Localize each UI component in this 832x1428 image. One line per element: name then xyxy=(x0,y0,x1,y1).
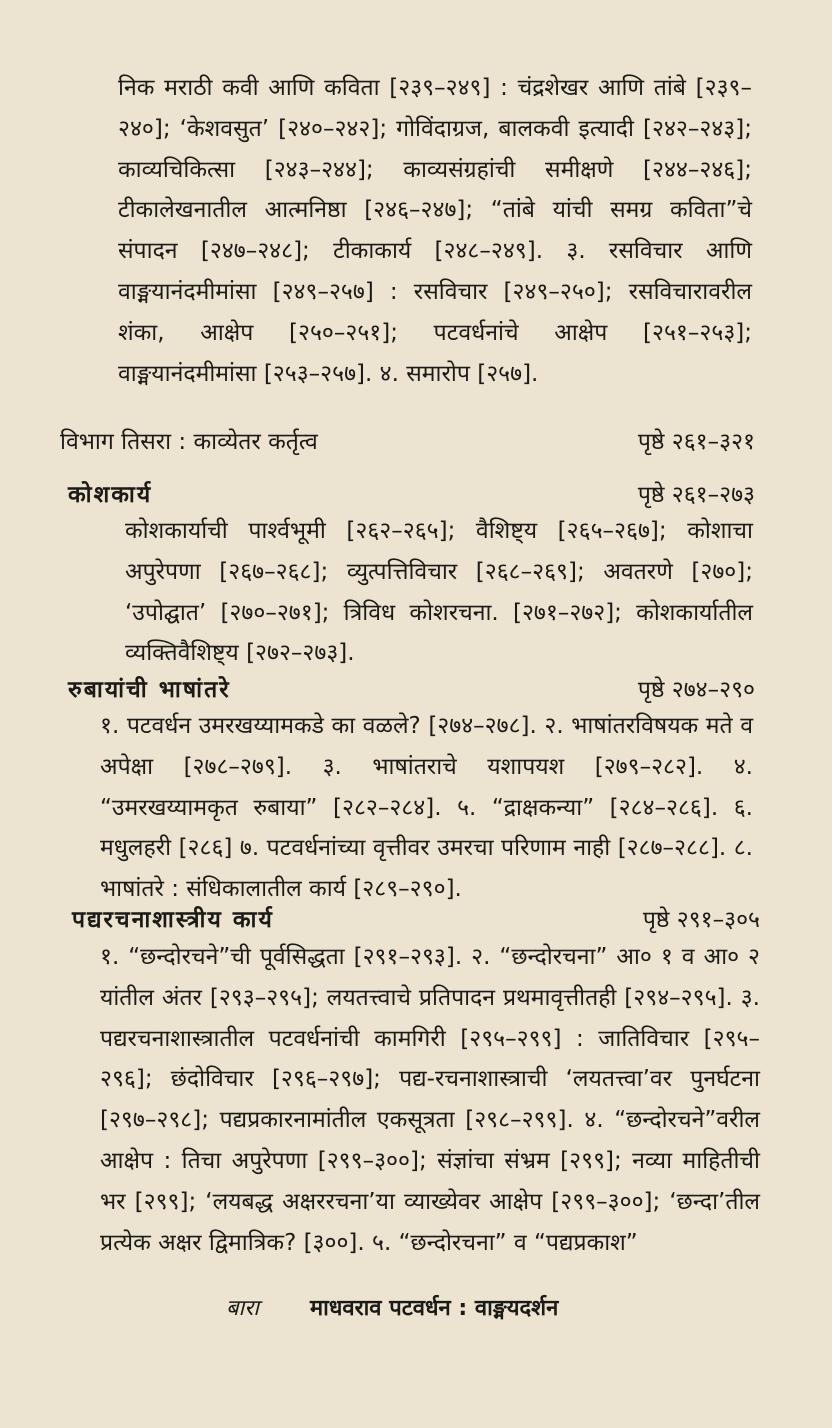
footer-page-number: बारा xyxy=(226,1296,259,1321)
section-pages-koshkarya: पृष्ठे २६१–२७३ xyxy=(637,482,755,508)
section-heading-koshkarya: कोशकार्य xyxy=(68,482,153,508)
section-body-rubaya: १. पटवर्धन उमरखय्यामकडे का वळले? [२७४–२७८]. २. भाषांतरविषयक मते व अपेक्षा [२७८–२७९]. ३. भाषांतराचे यशापयश [२७९–२८२]. ४. “उमरखय्यामकृत रुबाया” [२८२–२८४]. ५. “द्राक्षकन्या” [२८४–२८६]. ६. मधुलहरी [२८६] ७. पटवर्धनांच्या वृत्तीवर उमरचा परिणाम नाही [२८७–२८८]. ८. भाषांतरे : संधिकालातील कार्य [२८९–२९०]. xyxy=(100,713,753,903)
footer-book-title: माधवराव पटवर्धन : वाङ्मयदर्शन xyxy=(310,1296,559,1321)
section-heading-rubaya: रुबायांची भाषांतरे xyxy=(68,677,231,703)
section-pages-rubaya: पृष्ठे २७४–२९० xyxy=(637,677,755,703)
part-pages: पृष्ठे २६१–३२१ xyxy=(637,429,755,455)
section-heading-padyarachana: पद्यरचनाशास्त्रीय कार्य xyxy=(72,907,274,933)
intro-paragraph: निक मराठी कवी आणि कविता [२३९–२४९] : चंद्रशेखर आणि तांबे [२३९–२४०]; ‘केशवसुत’ [२४०–२४२]; गोविंदाग्रज, बालकवी इत्यादी [२४२–२४३]; काव्यचिकित्सा [२४३–२४४]; काव्यसंग्रहांची समीक्षणे [२४४–२४६]; टीकालेखनातील आत्मनिष्ठा [२४६–२४७]; “तांबे यांची समग्र कविता”चे संपादन [२४७–२४८]; टीकाकार्य [२४८–२४९]. ३. रसविचार आणि वाङ्मयानंदमीमांसा [२४९–२५७] : रसविचार [२४९–२५०]; रसविचारावरील शंका, आक्षेप [२५०–२५१]; पटवर्धनांचे आक्षेप [२५१–२५३]; वाङ्मयानंदमीमांसा [२५३–२५७]. ४. समारोप [२५७]. xyxy=(118,75,752,387)
part-title: विभाग तिसरा : काव्येतर कर्तृत्व xyxy=(60,429,318,455)
section-body-padyarachana: १. “छन्दोरचने”ची पूर्वसिद्धता [२९१–२९३]. २. “छन्दोरचना” आ० १ व आ० २ यांतील अंतर [२९३–२९५]; लयतत्त्वाचे प्रतिपादन प्रथमावृत्तीतही [२९४–२९५]. ३. पद्यरचनाशास्त्रातील पटवर्धनांची कामगिरी [२९५–२९९] : जातिविचार [२९५–२९६]; छंदोविचार [२९६–२९७]; पद्य-रचनाशास्त्राची ‘लयतत्त्वा’वर पुनर्घटना [२९७–२९८]; पद्यप्रकारनामांतील एकसूत्रता [२९८–२९९]. ४. “छन्दोरचने”वरील आक्षेप : तिचा अपुरेपणा [२९९–३००]; संज्ञांचा संभ्रम [२९९]; नव्या माहितीची भर [२९९]; ‘लयबद्ध अक्षररचना’या व्याख्येवर आक्षेप [२९९–३००]; ‘छन्दा’तील प्रत्येक अक्षर द्विमात्रिक? [३००]. ५. “छन्दोरचना” व “पद्यप्रकाश” xyxy=(100,944,760,1256)
section-pages-padyarachana: पृष्ठे २९१–३०५ xyxy=(642,907,760,933)
section-body-koshkarya: कोशकार्याची पार्श्वभूमी [२६२–२६५]; वैशिष्ट्य [२६५–२६७]; कोशाचा अपुरेपणा [२६७–२६८]; व्युत्पत्तिविचार [२६८–२६९]; अवतरणे [२७०]; ‘उपोद्घात’ [२७०–२७१]; त्रिविध कोशरचना. [२७१–२७२]; कोशकार्यातील व्यक्तिवैशिष्ट्य [२७२–२७३]. xyxy=(125,518,753,667)
